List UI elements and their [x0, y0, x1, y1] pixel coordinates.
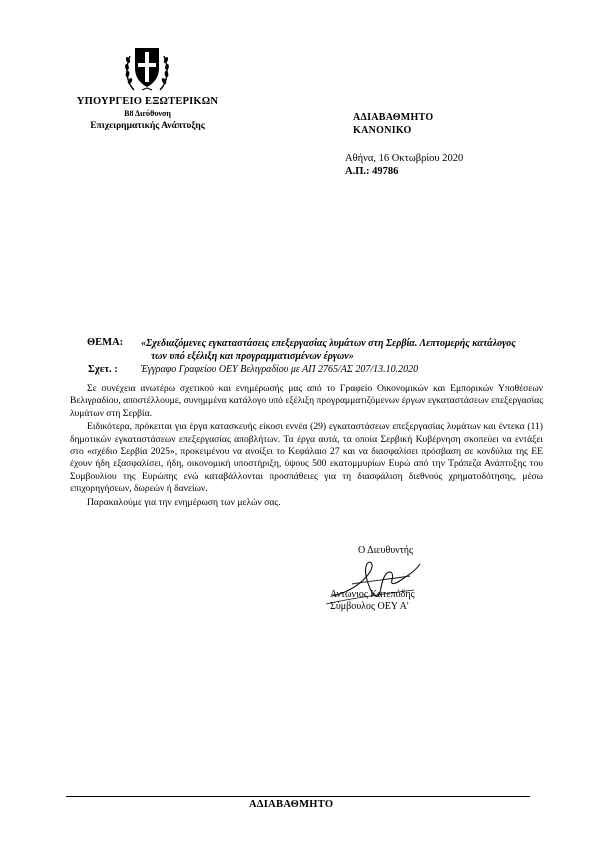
department-name: Επιχειρηματικής Ανάπτυξης — [90, 121, 205, 131]
subject-line-1: «Σχεδιαζόμενες εγκαταστάσεις επεξεργασίας λυμάτων στη Σερβία. Λεπτομερής κατάλογος — [141, 338, 516, 349]
footer-divider — [66, 796, 530, 797]
place-date-block — [345, 152, 463, 178]
body-paragraph-1: Σε συνέχεια ανωτέρω σχετικού και ενημέρωσής μας από το Γραφείο Οικονομικών και Εμπορικών Υποθέσεων Βελιγραδίου, αποστέλλουμε, συνημμένα κατάλογο υπό εξέλιξη προγραμματιζόμενων έργων εγκαταστάσεων επεξεργασίας λυμάτων στη Σερβία. — [70, 383, 543, 419]
reference-text: Έγγραφο Γραφείου ΟΕΥ Βελιγραδίου με ΑΠ 2765/ΑΣ 207/13.10.2020 — [141, 364, 419, 375]
signatory-title: Ο Διευθυντής — [358, 545, 413, 556]
signer-role: Σύμβουλος ΟΕΥ Α' — [330, 601, 409, 612]
reference-label: Σχετ. : — [88, 364, 118, 375]
protocol-number: Α.Π.: 49786 — [345, 166, 399, 177]
subject-text — [141, 337, 541, 363]
subject-line-2: των υπό εξέλιξη και προγραμματισμένων έργων» — [151, 351, 354, 362]
footer-classification: ΑΔΙΑΒΑΘΜΗΤΟ — [249, 799, 334, 810]
body-paragraph-3: Παρακαλούμε για την ενημέρωση των μελών σας. — [87, 496, 281, 508]
classification-block — [353, 112, 433, 137]
body-paragraph-2: Ειδικότερα, πρόκειται για έργα κατασκευής είκοσι εννέα (29) εγκαταστάσεων επεξεργασίας λυμάτων και έντεκα (11) δημοτικών εγκαταστάσεων επεξεργασίας αποβλήτων. Τα έργα αυτά, τα οποία Σερβική Κυβέρνηση σκοπεύει να εντάξει στο «σχέδιο Σερβία 2025», προκειμένου να ανοίξει το Κεφάλαιο 27 και να διασφαλίσει πρόσβαση σε κονδύλια της ΕΕ έχουν ήδη εξασφαλίσει, ήδη, οικονομική υποστήριξη, ύψους 500 εκατομμυρίων Ευρώ από την Τράπεζα Ανάπτυξης του Συμβουλίου της Ευρώπης ενώ καταβάλλονται προσπάθειες για τη διασφάλιση διεθνούς χρηματοδότησης, μέσω επιχορηγήσεων, δωρεών ή δανείων. — [70, 421, 543, 495]
ministry-name: ΥΠΟΥΡΓΕΙΟ ΕΞΩΤΕΡΙΚΩΝ — [76, 96, 219, 107]
subject-label: ΘΕΜΑ: — [87, 337, 124, 348]
ministry-header — [60, 96, 235, 132]
classification-level: ΑΔΙΑΒΑΘΜΗΤΟ — [353, 112, 434, 123]
place-date: Αθήνα, 16 Οκτωβρίου 2020 — [345, 153, 464, 164]
directorate-name: Β8 Διεύθυνση — [124, 109, 171, 118]
signer-block — [330, 589, 415, 613]
priority-level: ΚΑΝΟΝΙΚΟ — [353, 124, 412, 136]
signer-name: Αντώνιος Κατεπόδης — [330, 589, 415, 600]
letter-body — [70, 383, 543, 510]
greek-coat-of-arms-icon — [124, 44, 170, 94]
